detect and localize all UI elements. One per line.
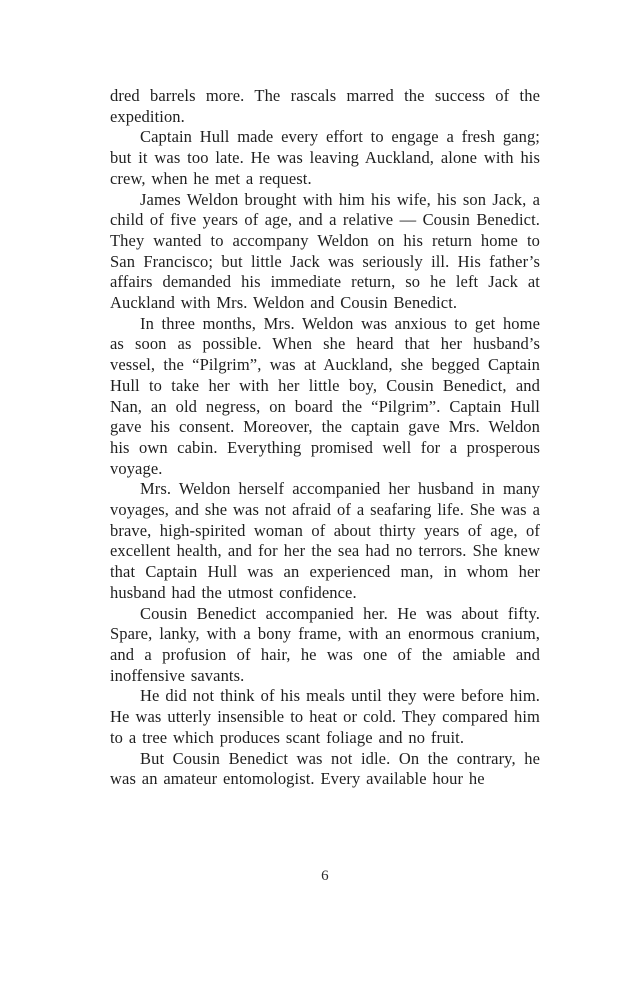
paragraph-continuation: dred barrels more. The rascals marred the success of the expedition. <box>110 86 540 126</box>
text-block <box>110 86 540 790</box>
paragraph: James Weldon brought with him his wife, his son Jack, a child of five years of age, and a relative — Cousin Benedict. They wanted to accompany Weldon on his return home to San Francisco; but little Jack was seriously ill. His father’s affairs demanded his immediate return, so he left Jack at Auckland with Mrs. Weldon and Cousin Benedict. <box>110 189 540 313</box>
paragraph: But Cousin Benedict was not idle. On the contrary, he was an amateur entomologist. Every available hour he <box>110 748 540 789</box>
paragraph: Captain Hull made every effort to engage a fresh gang; but it was too late. He was leaving Auckland, alone with his crew, when he met a request. <box>110 127 540 188</box>
paragraph: In three months, Mrs. Weldon was anxious to get home as soon as possible. When she heard that her husband’s vessel, the “Pilgrim”, was at Auckland, she begged Captain Hull to take her with her little boy, Cousin Benedict, and Nan, an old negress, on board the “Pilgrim”. Captain Hull gave his consent. Moreover, the captain gave Mrs. Weldon his own cabin. Everything promised well for a prosperous voyage. <box>110 313 540 478</box>
page-number: 6 <box>321 868 329 884</box>
paragraph: He did not think of his meals until they were before him. He was utterly insensible to heat or cold. They compared him to a tree which produces scant foliage and no fruit. <box>110 686 540 747</box>
paragraph: Cousin Benedict accompanied her. He was about fifty. Spare, lanky, with a bony frame, with an enormous cranium, and a profusion of hair, he was one of the amiable and inoffensive savants. <box>110 603 540 685</box>
paragraph: Mrs. Weldon herself accompanied her husband in many voyages, and she was not afraid of a seafaring life. She was a brave, high-spirited woman of about thirty years of age, of excellent health, and for her the sea had no terrors. She knew that Captain Hull was an experienced man, in whom her husband had the utmost confidence. <box>110 479 540 602</box>
